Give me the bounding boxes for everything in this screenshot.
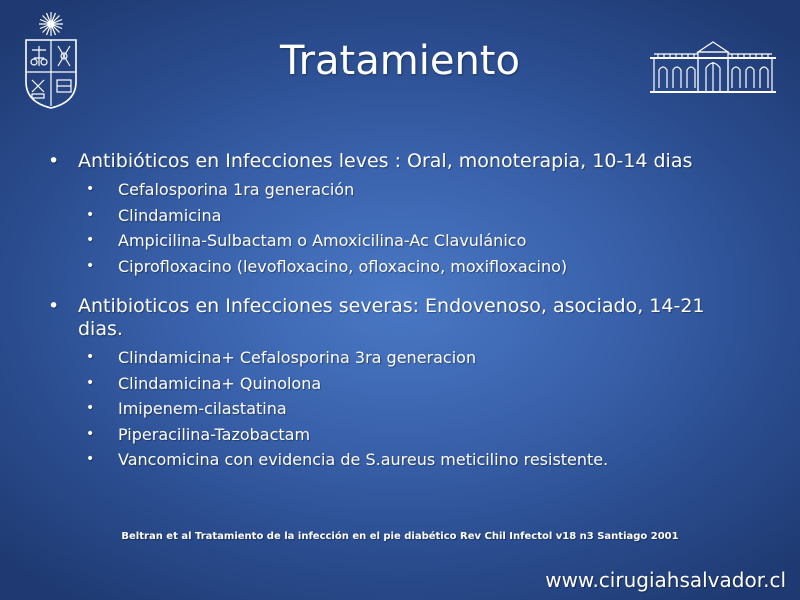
list-item [48,447,738,473]
sub-list [48,345,738,473]
list-item-text: Clindamicina+ Quinolona [118,373,322,393]
section-severe-infections [48,295,738,473]
list-item-text: Ampicilina-Sulbactam o Amoxicilina-Ac Clavulánico [118,231,527,250]
website-url: www.cirugiahsalvador.cl [545,568,786,592]
reference-citation: Beltran et al Tratamiento de la infección en el pie diabético Rev Chil Infectol v18 n3 Santiago 2001 [121,531,679,542]
bullet-icon: • [86,206,95,223]
section-heading [48,295,738,341]
section-heading [48,150,738,173]
bullet-icon: • [86,232,95,248]
bullet-icon: • [86,374,95,391]
list-item [48,345,738,371]
bullet-icon: • [48,295,60,317]
list-item-text: Clindamicina [118,205,222,225]
heading-text: Antibióticos en Infecciones leves : Oral, monoterapia, 10-14 dias [78,150,693,172]
list-item-text: Cefalosporina 1ra generación [118,180,355,199]
bullet-icon: • [86,425,95,442]
slide-content [48,150,738,473]
sub-list [48,177,738,279]
list-item [48,422,738,448]
list-item [48,371,738,397]
section-mild-infections [48,150,738,279]
list-item-text: Ciprofloxacino (levofloxacino, ofloxacino, moxifloxacino) [118,256,568,276]
bullet-icon: • [86,451,95,467]
list-item [48,396,738,422]
bullet-icon: • [48,150,60,172]
bullet-icon: • [86,400,95,416]
bullet-icon: • [86,181,95,197]
heading-text: Antibioticos en Infecciones severas: Endovenoso, asociado, 14-21 dias. [78,295,705,340]
list-item-text: Vancomicina con evidencia de S.aureus meticilino resistente. [118,450,609,469]
list-item-text: Clindamicina+ Cefalosporina 3ra generacion [118,348,477,367]
bullet-icon: • [86,349,95,365]
list-item [48,203,738,229]
list-item-text: Piperacilina-Tazobactam [118,424,311,444]
list-item [48,228,738,254]
bullet-icon: • [86,257,95,274]
list-item [48,177,738,203]
list-item [48,254,738,280]
slide-title: Tratamiento [280,38,520,84]
list-item-text: Imipenem-cilastatina [118,399,287,418]
